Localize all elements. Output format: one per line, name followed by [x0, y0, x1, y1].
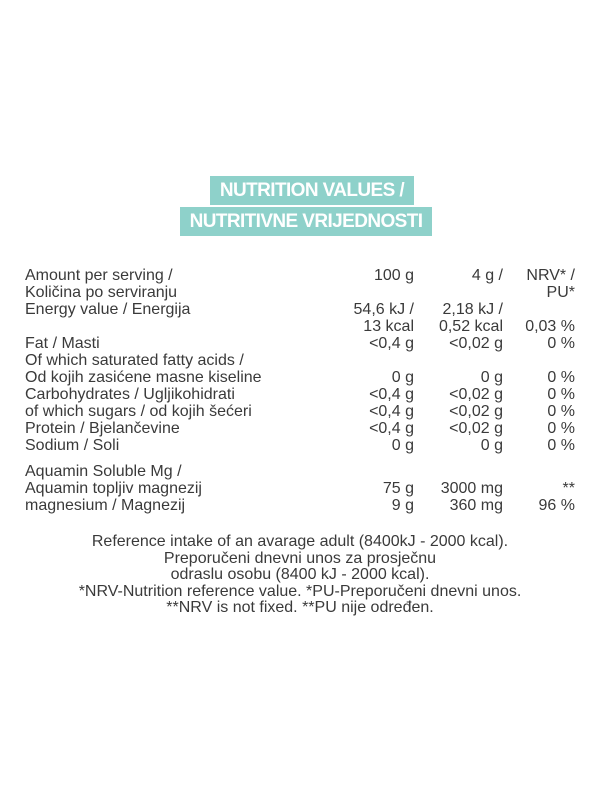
fat-per100g-value: <0,4 g	[369, 335, 414, 352]
fat-per4g-value: <0,02 g	[449, 335, 503, 352]
sugars-nrv-value: 0 %	[547, 403, 575, 420]
column-header-amount	[25, 267, 324, 301]
energy-per4g-value	[414, 301, 503, 335]
footnote-nrv-definition: *NRV-Nutrition reference value. *PU-Preporučeni dnevni unos.	[78, 582, 522, 600]
energy-per100g-kcal: 13 kcal	[363, 318, 414, 335]
sodium-label: Sodium / Soli	[25, 437, 120, 454]
carbohydrates-per4g-value: <0,02 g	[449, 386, 503, 403]
header-bar-top	[210, 176, 414, 205]
energy-per100g-value	[324, 301, 414, 335]
table-row-sugars	[25, 403, 575, 420]
saturated-fat-label	[25, 352, 324, 386]
energy-per100g-kj: 54,6 kJ /	[353, 301, 414, 318]
protein-label: Protein / Bjelančevine	[25, 420, 180, 437]
saturated-fat-label-hr: Od kojih zasićene masne kiseline	[25, 369, 262, 386]
energy-nrv-value: 0,03 %	[525, 318, 575, 335]
nrv-header-line1: NRV* /	[526, 267, 575, 284]
aquamin-label-line3: magnesium / Magnezij	[25, 497, 186, 514]
saturated-fat-label-en: Of which saturated fatty acids /	[25, 352, 244, 369]
header-banner	[0, 176, 600, 236]
protein-per4g-value: <0,02 g	[449, 420, 503, 437]
sugars-per100g-value: <0,4 g	[369, 403, 414, 420]
sodium-nrv-value: 0 %	[547, 437, 575, 454]
aquamin-label-line2: Aquamin topljiv magnezij	[25, 480, 202, 497]
header-title-line1: NUTRITION VALUES /	[219, 179, 405, 201]
table-header-row	[25, 267, 575, 301]
saturated-fat-per4g-value: 0 g	[480, 369, 503, 386]
header-bar-bottom	[180, 207, 433, 236]
sodium-per100g-value: 0 g	[391, 437, 414, 454]
amount-label-hr: Količina po serviranju	[25, 284, 178, 301]
saturated-fat-nrv-value: 0 %	[547, 369, 575, 386]
aquamin-label-line1: Aquamin Soluble Mg /	[25, 463, 182, 480]
column-header-per4g: 4 g /	[471, 267, 503, 284]
aquamin-magnesium-nrv: 96 %	[538, 497, 575, 514]
footnotes	[0, 534, 600, 617]
table-row-protein	[25, 420, 575, 437]
nutrition-table	[25, 267, 575, 514]
energy-label: Energy value / Energija	[25, 301, 191, 318]
carbohydrates-per100g-value: <0,4 g	[369, 386, 414, 403]
aquamin-soluble-nrv: **	[562, 480, 575, 497]
aquamin-soluble-per100g: 75 g	[382, 480, 414, 497]
aquamin-magnesium-per4g: 360 mg	[449, 497, 503, 514]
aquamin-soluble-per4g: 3000 mg	[440, 480, 503, 497]
table-row-energy	[25, 301, 575, 335]
amount-label-en: Amount per serving /	[25, 267, 173, 284]
table-row-fat	[25, 335, 575, 352]
table-row-sodium	[25, 437, 575, 454]
sugars-per4g-value: <0,02 g	[449, 403, 503, 420]
protein-nrv-value: 0 %	[547, 420, 575, 437]
energy-per4g-kj: 2,18 kJ /	[442, 301, 503, 318]
column-header-nrv	[503, 267, 575, 301]
sugars-label: of which sugars / od kojih šećeri	[25, 403, 252, 420]
table-row-aquamin	[25, 463, 575, 514]
aquamin-per4g-values	[414, 480, 503, 514]
header-title-line2: NUTRITIVNE VRIJEDNOSTI	[189, 210, 423, 232]
footnote-reference-intake-hr-1: Preporučeni dnevni unos za prosječnu	[163, 549, 437, 567]
nrv-header-line2: PU*	[546, 284, 575, 301]
sodium-per4g-value: 0 g	[480, 437, 503, 454]
table-row-saturated-fat	[25, 352, 575, 386]
aquamin-magnesium-per100g: 9 g	[391, 497, 414, 514]
footnote-reference-intake-en: Reference intake of an avarage adult (8400kJ - 2000 kcal).	[91, 533, 509, 550]
column-header-per100g: 100 g	[373, 267, 414, 284]
saturated-fat-per100g-value: 0 g	[391, 369, 414, 386]
aquamin-label	[25, 463, 324, 514]
fat-label: Fat / Masti	[25, 335, 100, 352]
footnote-nrv-not-fixed: **NRV is not fixed. **PU nije određen.	[166, 599, 434, 616]
carbohydrates-label: Carbohydrates / Ugljikohidrati	[25, 386, 235, 403]
footnote-reference-intake-hr-2: odraslu osobu (8400 kJ - 2000 kcal).	[170, 566, 430, 583]
protein-per100g-value: <0,4 g	[369, 420, 414, 437]
aquamin-nrv-values	[503, 480, 575, 514]
table-row-carbohydrates	[25, 386, 575, 403]
aquamin-per100g-values	[324, 480, 414, 514]
energy-per4g-kcal: 0,52 kcal	[438, 318, 503, 335]
carbohydrates-nrv-value: 0 %	[547, 386, 575, 403]
fat-nrv-value: 0 %	[547, 335, 575, 352]
